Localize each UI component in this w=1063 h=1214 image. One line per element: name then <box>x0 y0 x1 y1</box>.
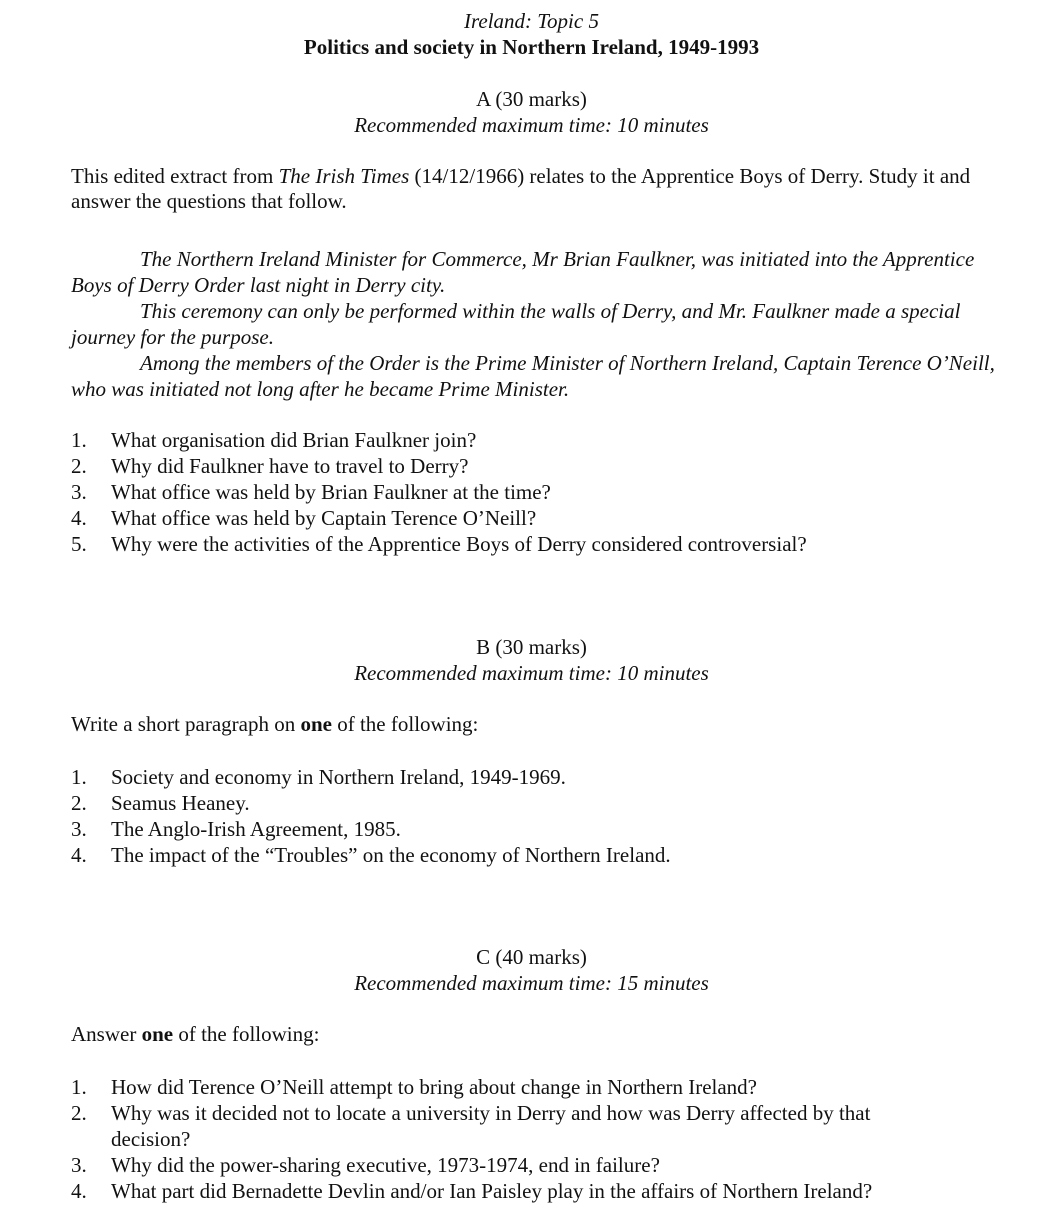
section-a-intro: This edited extract from The Irish Times (14/12/1966) relates to the Apprentice Boys of Derry. Study it and answer the questions that follow. <box>71 164 971 213</box>
section-a-time: Recommended maximum time: 10 minutes <box>354 113 709 137</box>
extract-paragraph: Among the members of the Order is the Prime Minister of Northern Ireland, Captain Terence O’Neill, who was initiated not long after he became Prime Minister. <box>71 351 995 401</box>
question-item: 4. The impact of the “Troubles” on the economy of Northern Ireland. <box>71 843 671 867</box>
section-c-heading: C (40 marks) <box>476 945 587 969</box>
extract-paragraph: The Northern Ireland Minister for Commerce, Mr Brian Faulkner, was initiated into the Apprentice Boys of Derry Order last night in Derry city. <box>71 247 975 297</box>
topic-label: Ireland: Topic 5 <box>464 9 599 33</box>
extract-paragraph: This ceremony can only be performed within the walls of Derry, and Mr. Faulkner made a special journey for the purpose. <box>71 299 961 349</box>
question-item: 3. The Anglo-Irish Agreement, 1985. <box>71 817 401 841</box>
section-c-time: Recommended maximum time: 15 minutes <box>354 971 709 995</box>
question-item: 3. What office was held by Brian Faulkner at the time? <box>71 480 551 504</box>
newspaper-extract <box>71 246 996 402</box>
section-a-questions <box>71 427 951 557</box>
section-b-questions <box>71 764 951 868</box>
section-b-heading: B (30 marks) <box>476 635 587 659</box>
section-b-instruction: Write a short paragraph on one of the following: <box>71 712 479 736</box>
question-item: 5. Why were the activities of the Apprentice Boys of Derry considered controversial? <box>71 532 807 556</box>
section-a-heading: A (30 marks) <box>476 87 587 111</box>
section-c-questions <box>71 1074 951 1204</box>
question-item: 1. How did Terence O’Neill attempt to bring about change in Northern Ireland? <box>71 1075 758 1099</box>
question-item: 1. Society and economy in Northern Ireland, 1949-1969. <box>71 765 566 789</box>
section-c-instruction: Answer one of the following: <box>71 1022 320 1046</box>
source-title: The Irish Times <box>278 164 410 188</box>
question-item: 2. Why was it decided not to locate a university in Derry and how was Derry affected by that decision? <box>71 1101 871 1151</box>
question-item: 4. What office was held by Captain Terence O’Neill? <box>71 506 537 530</box>
page-title: Politics and society in Northern Ireland, 1949-1993 <box>303 35 760 59</box>
question-item: 3. Why did the power-sharing executive, 1973-1974, end in failure? <box>71 1153 660 1177</box>
question-item: 2. Why did Faulkner have to travel to Derry? <box>71 454 469 478</box>
question-item: 4. What part did Bernadette Devlin and/or Ian Paisley play in the affairs of Northern Ireland? <box>71 1179 873 1203</box>
section-b-time: Recommended maximum time: 10 minutes <box>354 661 709 685</box>
question-item: 2. Seamus Heaney. <box>71 791 250 815</box>
question-item: 1. What organisation did Brian Faulkner join? <box>71 428 477 452</box>
